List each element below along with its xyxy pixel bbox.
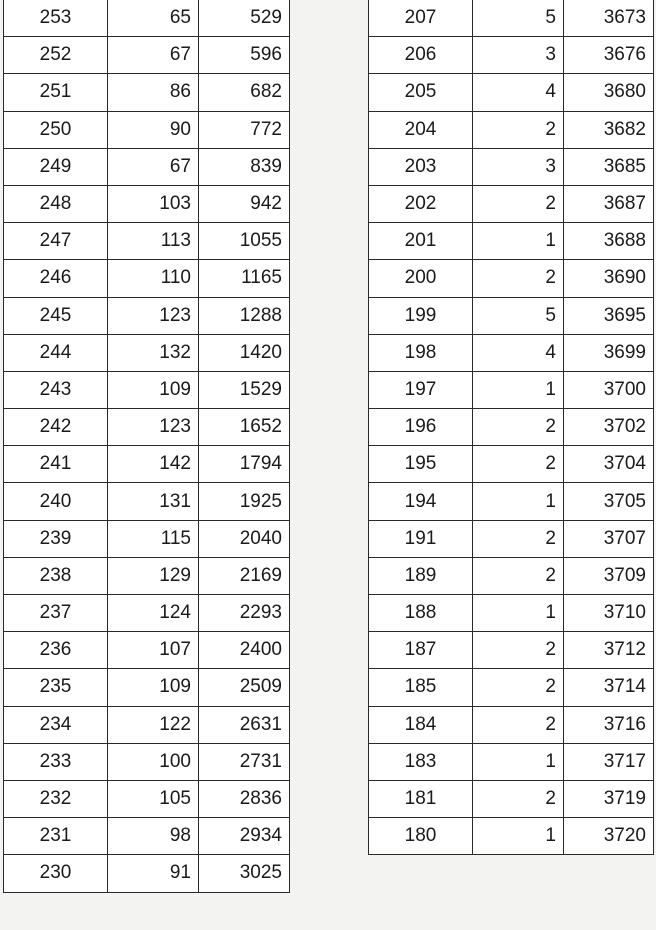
cumulative-cell: 3690 xyxy=(564,260,654,297)
table-row xyxy=(4,37,290,74)
count-cell: 1 xyxy=(473,818,564,855)
score-cell: 233 xyxy=(4,743,108,780)
score-cell: 247 xyxy=(4,223,108,260)
score-cell: 202 xyxy=(369,185,473,222)
cumulative-cell: 3714 xyxy=(564,669,654,706)
score-cell: 251 xyxy=(4,74,108,111)
table-row xyxy=(4,557,290,594)
table-row xyxy=(369,297,654,334)
cumulative-cell: 3695 xyxy=(564,297,654,334)
count-cell: 2 xyxy=(473,111,564,148)
table-row xyxy=(4,260,290,297)
cumulative-cell: 3710 xyxy=(564,595,654,632)
score-table-right-body xyxy=(369,0,654,855)
table-row xyxy=(369,334,654,371)
cumulative-cell: 3712 xyxy=(564,632,654,669)
count-cell: 4 xyxy=(473,334,564,371)
cumulative-cell: 3685 xyxy=(564,148,654,185)
table-row xyxy=(4,111,290,148)
count-cell: 107 xyxy=(108,632,199,669)
score-cell: 183 xyxy=(369,743,473,780)
score-cell: 199 xyxy=(369,297,473,334)
cumulative-cell: 2934 xyxy=(199,818,290,855)
score-cell: 195 xyxy=(369,446,473,483)
count-cell: 132 xyxy=(108,334,199,371)
count-cell: 65 xyxy=(108,0,199,37)
score-cell: 239 xyxy=(4,520,108,557)
count-cell: 2 xyxy=(473,260,564,297)
table-row xyxy=(369,818,654,855)
count-cell: 2 xyxy=(473,557,564,594)
score-cell: 200 xyxy=(369,260,473,297)
score-cell: 196 xyxy=(369,409,473,446)
score-cell: 191 xyxy=(369,520,473,557)
table-row xyxy=(369,520,654,557)
cumulative-cell: 3704 xyxy=(564,446,654,483)
count-cell: 3 xyxy=(473,37,564,74)
score-cell: 240 xyxy=(4,483,108,520)
score-cell: 230 xyxy=(4,855,108,892)
cumulative-cell: 2731 xyxy=(199,743,290,780)
cumulative-cell: 596 xyxy=(199,37,290,74)
table-row xyxy=(369,148,654,185)
score-cell: 207 xyxy=(369,0,473,37)
cumulative-cell: 1420 xyxy=(199,334,290,371)
table-row xyxy=(369,780,654,817)
count-cell: 142 xyxy=(108,446,199,483)
cumulative-cell: 3687 xyxy=(564,185,654,222)
cumulative-cell: 3676 xyxy=(564,37,654,74)
table-row xyxy=(4,371,290,408)
cumulative-cell: 772 xyxy=(199,111,290,148)
count-cell: 4 xyxy=(473,74,564,111)
score-cell: 203 xyxy=(369,148,473,185)
cumulative-cell: 3716 xyxy=(564,706,654,743)
score-cell: 236 xyxy=(4,632,108,669)
cumulative-cell: 3719 xyxy=(564,780,654,817)
table-row xyxy=(4,223,290,260)
score-cell: 249 xyxy=(4,148,108,185)
count-cell: 103 xyxy=(108,185,199,222)
cumulative-cell: 1165 xyxy=(199,260,290,297)
score-cell: 184 xyxy=(369,706,473,743)
cumulative-cell: 3688 xyxy=(564,223,654,260)
score-cell: 198 xyxy=(369,334,473,371)
score-cell: 250 xyxy=(4,111,108,148)
cumulative-cell: 3720 xyxy=(564,818,654,855)
count-cell: 113 xyxy=(108,223,199,260)
count-cell: 129 xyxy=(108,557,199,594)
cumulative-cell: 3705 xyxy=(564,483,654,520)
table-row xyxy=(4,780,290,817)
count-cell: 1 xyxy=(473,595,564,632)
table-row xyxy=(369,409,654,446)
score-cell: 197 xyxy=(369,371,473,408)
score-cell: 238 xyxy=(4,557,108,594)
table-row xyxy=(369,185,654,222)
table-row xyxy=(369,743,654,780)
count-cell: 2 xyxy=(473,632,564,669)
cumulative-cell: 3700 xyxy=(564,371,654,408)
table-row xyxy=(4,669,290,706)
cumulative-cell: 1055 xyxy=(199,223,290,260)
score-cell: 252 xyxy=(4,37,108,74)
table-row xyxy=(369,446,654,483)
count-cell: 1 xyxy=(473,371,564,408)
table-row xyxy=(4,409,290,446)
table-row xyxy=(4,595,290,632)
table-row xyxy=(369,669,654,706)
table-row xyxy=(4,483,290,520)
score-cell: 187 xyxy=(369,632,473,669)
table-row xyxy=(369,595,654,632)
count-cell: 67 xyxy=(108,148,199,185)
table-row xyxy=(369,260,654,297)
cumulative-cell: 3673 xyxy=(564,0,654,37)
cumulative-cell: 3680 xyxy=(564,74,654,111)
score-cell: 204 xyxy=(369,111,473,148)
table-row xyxy=(4,185,290,222)
score-cell: 245 xyxy=(4,297,108,334)
count-cell: 5 xyxy=(473,297,564,334)
count-cell: 2 xyxy=(473,780,564,817)
count-cell: 2 xyxy=(473,409,564,446)
table-row xyxy=(369,557,654,594)
table-row xyxy=(4,148,290,185)
cumulative-cell: 1794 xyxy=(199,446,290,483)
count-cell: 100 xyxy=(108,743,199,780)
cumulative-cell: 3699 xyxy=(564,334,654,371)
count-cell: 91 xyxy=(108,855,199,892)
cumulative-cell: 3707 xyxy=(564,520,654,557)
cumulative-cell: 2040 xyxy=(199,520,290,557)
table-row xyxy=(4,297,290,334)
cumulative-cell: 3717 xyxy=(564,743,654,780)
count-cell: 131 xyxy=(108,483,199,520)
cumulative-cell: 2509 xyxy=(199,669,290,706)
count-cell: 2 xyxy=(473,669,564,706)
table-row xyxy=(369,483,654,520)
score-cell: 246 xyxy=(4,260,108,297)
table-row xyxy=(369,37,654,74)
count-cell: 105 xyxy=(108,780,199,817)
count-cell: 86 xyxy=(108,74,199,111)
count-cell: 98 xyxy=(108,818,199,855)
cumulative-cell: 529 xyxy=(199,0,290,37)
score-cell: 201 xyxy=(369,223,473,260)
table-row xyxy=(4,632,290,669)
cumulative-cell: 2631 xyxy=(199,706,290,743)
score-cell: 237 xyxy=(4,595,108,632)
count-cell: 124 xyxy=(108,595,199,632)
count-cell: 109 xyxy=(108,669,199,706)
count-cell: 123 xyxy=(108,297,199,334)
score-table-left xyxy=(3,0,290,893)
score-cell: 243 xyxy=(4,371,108,408)
score-cell: 253 xyxy=(4,0,108,37)
table-row xyxy=(4,446,290,483)
count-cell: 109 xyxy=(108,371,199,408)
score-cell: 181 xyxy=(369,780,473,817)
count-cell: 115 xyxy=(108,520,199,557)
table-row xyxy=(4,0,290,37)
count-cell: 110 xyxy=(108,260,199,297)
cumulative-cell: 2400 xyxy=(199,632,290,669)
table-row xyxy=(4,520,290,557)
count-cell: 122 xyxy=(108,706,199,743)
table-row xyxy=(369,371,654,408)
count-cell: 3 xyxy=(473,148,564,185)
count-cell: 1 xyxy=(473,223,564,260)
score-cell: 189 xyxy=(369,557,473,594)
count-cell: 1 xyxy=(473,743,564,780)
score-cell: 244 xyxy=(4,334,108,371)
score-cell: 232 xyxy=(4,780,108,817)
score-cell: 241 xyxy=(4,446,108,483)
score-table-right xyxy=(368,0,654,855)
score-cell: 206 xyxy=(369,37,473,74)
table-row xyxy=(4,74,290,111)
table-row xyxy=(4,855,290,892)
count-cell: 2 xyxy=(473,706,564,743)
cumulative-cell: 682 xyxy=(199,74,290,111)
score-cell: 248 xyxy=(4,185,108,222)
table-row xyxy=(4,334,290,371)
table-row xyxy=(4,743,290,780)
cumulative-cell: 1288 xyxy=(199,297,290,334)
cumulative-cell: 2836 xyxy=(199,780,290,817)
cumulative-cell: 839 xyxy=(199,148,290,185)
table-row xyxy=(369,0,654,37)
count-cell: 5 xyxy=(473,0,564,37)
score-cell: 242 xyxy=(4,409,108,446)
cumulative-cell: 1925 xyxy=(199,483,290,520)
cumulative-cell: 1529 xyxy=(199,371,290,408)
cumulative-cell: 2293 xyxy=(199,595,290,632)
score-cell: 234 xyxy=(4,706,108,743)
cumulative-cell: 3702 xyxy=(564,409,654,446)
cumulative-cell: 1652 xyxy=(199,409,290,446)
cumulative-cell: 3682 xyxy=(564,111,654,148)
score-cell: 231 xyxy=(4,818,108,855)
cumulative-cell: 3709 xyxy=(564,557,654,594)
count-cell: 1 xyxy=(473,483,564,520)
cumulative-cell: 2169 xyxy=(199,557,290,594)
score-cell: 188 xyxy=(369,595,473,632)
count-cell: 123 xyxy=(108,409,199,446)
score-cell: 185 xyxy=(369,669,473,706)
table-row xyxy=(4,706,290,743)
score-cell: 235 xyxy=(4,669,108,706)
count-cell: 2 xyxy=(473,446,564,483)
score-table-left-body xyxy=(4,0,290,892)
table-row xyxy=(369,706,654,743)
table-row xyxy=(369,111,654,148)
table-row xyxy=(369,632,654,669)
score-cell: 180 xyxy=(369,818,473,855)
count-cell: 2 xyxy=(473,520,564,557)
count-cell: 90 xyxy=(108,111,199,148)
cumulative-cell: 3025 xyxy=(199,855,290,892)
table-row xyxy=(369,74,654,111)
score-cell: 194 xyxy=(369,483,473,520)
table-row xyxy=(4,818,290,855)
cumulative-cell: 942 xyxy=(199,185,290,222)
count-cell: 2 xyxy=(473,185,564,222)
table-row xyxy=(369,223,654,260)
score-cell: 205 xyxy=(369,74,473,111)
count-cell: 67 xyxy=(108,37,199,74)
